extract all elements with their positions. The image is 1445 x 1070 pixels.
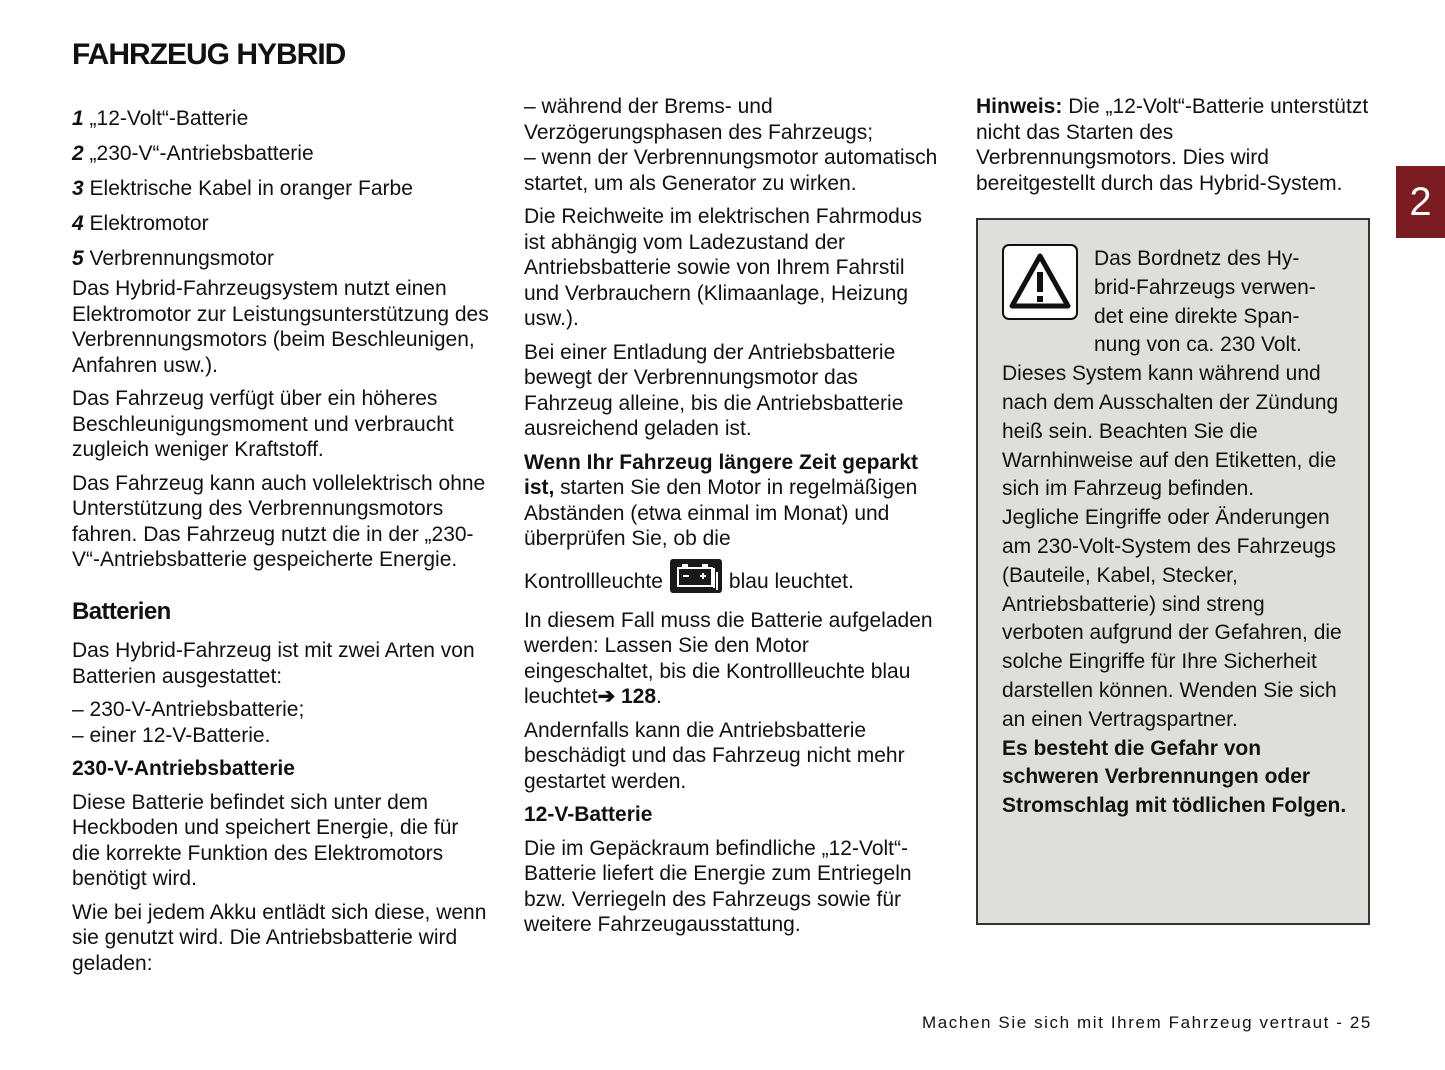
warning-danger: Es besteht die Gefahr von schweren Verbrennungen oder Stromschlag mit tödlichen Folgen. — [1002, 736, 1347, 818]
bold-lead: Wenn Ihr Fahrzeug längere Zeit geparkt ist, — [524, 450, 919, 499]
legend-number: 3 — [72, 177, 84, 200]
paragraph: Die Reichweite im elektrischen Fahrmodus ist abhängig vom Ladezustand der Antriebsbatterie sowie von Ihrem Fahrstil und Verbrauchern (Klimaanlage, Heizung usw.). — [524, 205, 922, 330]
note-paragraph: Hinweis: Die „12-Volt“-Batterie unterstützt nicht das Starten des Verbrennungsmotors. Dies wird bereitgestellt durch das Hybrid-System. — [976, 95, 1369, 195]
legend-text: „12-Volt“-Batterie — [89, 107, 249, 130]
warning-paragraph: Jegliche Eingriffe oder Änderungen am 230-Volt-System des Fahrzeugs (Bauteile, Kabel, Stecker, Antriebsbatterie) sind streng verboten aufgrund der Gefahren, die solche Eingriffe für Ihre Sicherheit darstellen können. Wenden Sie sich an einen Vertragspartner. — [1002, 506, 1342, 731]
paragraph: In diesem Fall muss die Batterie aufgeladen werden: Lassen Sie den Motor eingeschaltet, bis die Kontrollleuchte blau leuchtet➔ 128. — [524, 608, 933, 708]
battery-warning-light-icon — [669, 558, 723, 608]
page-title: FAHRZEUG HYBRID — [72, 38, 346, 71]
warning-paragraph: Dieses System kann während und nach dem Ausschalten der Zündung heiß sein. Beachten Sie die Warnhinweise auf den Etiketten, die sich im Fahrzeug befinden. — [1002, 362, 1339, 501]
legend-text: „230-V“-Antriebsbatterie — [89, 142, 314, 165]
paragraph: Wenn Ihr Fahrzeug längere Zeit geparkt ist, starten Sie den Motor in regelmäßigen Abständen (etwa einmal im Monat) und überprüfen Sie, ob die — [524, 450, 919, 550]
paragraph: Das Fahrzeug kann auch vollelektrisch ohne Unterstützung des Verbrennungsmotors fahren. Das Fahrzeug nutzt die in der „230-V“-Antriebsbatterie gespeicherte Energie. — [72, 471, 486, 571]
legend-number: 2 — [72, 142, 84, 165]
legend-item — [72, 206, 492, 241]
warning-box — [976, 218, 1370, 925]
paragraph: Andernfalls kann die Antriebsbatterie beschädigt und das Fahrzeug nicht mehr gestartet werden. — [524, 718, 905, 793]
legend-text: Elektrische Kabel in oranger Farbe — [89, 177, 413, 200]
paragraph: Das Fahrzeug verfügt über ein höheres Beschleunigungsmoment und verbraucht zugleich weniger Kraftstoff. — [72, 387, 454, 461]
paragraph: Das Hybrid-Fahrzeugsystem nutzt einen Elektromotor zur Leistungsunterstützung des Verbrennungsmotors (beim Beschleunigen, Anfahren usw.). — [72, 277, 489, 377]
legend-number: 5 — [72, 247, 84, 270]
legend-text: Elektromotor — [89, 212, 209, 235]
sub-heading: 12-V-Batterie — [524, 803, 653, 826]
column-3 — [976, 94, 1376, 196]
paragraph: Wie bei jedem Akku entlädt sich diese, wenn sie genutzt wird. Die Antriebsbatterie wird geladen: — [72, 900, 487, 975]
section-heading: Batterien — [72, 597, 171, 625]
page-reference-link[interactable]: ➔ 128 — [597, 685, 657, 708]
paragraph: Bei einer Entladung der Antriebsbatterie bewegt der Verbrennungsmotor das Fahrzeug alleine, bis die Antriebsbatterie ausreichend geladen ist. — [524, 340, 904, 440]
dash-item: – 230-V-Antriebsbatterie; — [72, 698, 305, 721]
legend-text: Verbrennungsmotor — [89, 247, 274, 270]
legend-number: 4 — [72, 212, 84, 235]
paragraph: Das Hybrid-Fahrzeug ist mit zwei Arten von Batterien ausgestattet: — [72, 639, 475, 688]
column-2 — [524, 94, 944, 938]
note-label: Hinweis: — [976, 95, 1063, 118]
legend-item — [72, 136, 492, 171]
legend-item — [72, 171, 492, 206]
dash-item: – einer 12-V-Batterie. — [72, 723, 271, 747]
warning-text — [1002, 245, 1352, 821]
warning-line: det eine direkte Span- — [1094, 304, 1300, 328]
legend-item — [72, 241, 492, 276]
sub-heading: 230-V-Antriebsbatterie — [72, 757, 295, 780]
paragraph-warning-light: Kontrollleuchte blau leuchtet. — [524, 558, 944, 608]
warning-line: brid-Fahrzeugs verwen- — [1094, 275, 1316, 299]
page-footer: Machen Sie sich mit Ihrem Fahrzeug vertraut - 25 — [921, 1013, 1372, 1032]
warning-line: nung von ca. 230 Volt. — [1094, 333, 1302, 357]
paragraph: Die im Gepäckraum befindliche „12-Volt“-Batterie liefert die Energie zum Entriegeln bzw. Verriegeln des Fahrzeugs sowie für weitere Fahrzeugausstattung. — [524, 836, 912, 936]
dash-item: – wenn der Verbrennungsmotor automatisch startet, um als Generator zu wirken. — [524, 146, 938, 195]
chapter-tab[interactable]: 2 — [1396, 166, 1445, 238]
dash-item: – während der Brems- und Verzögerungsphasen des Fahrzeugs; — [524, 95, 874, 144]
legend-number: 1 — [72, 107, 84, 130]
warning-line: Das Bordnetz des Hy- — [1094, 247, 1300, 270]
column-1 — [72, 101, 492, 976]
legend-item — [72, 101, 492, 136]
paragraph: Diese Batterie befindet sich unter dem Heckboden und speichert Energie, die für die korrekte Funktion des Elektromotors benötigt wird. — [72, 790, 459, 890]
